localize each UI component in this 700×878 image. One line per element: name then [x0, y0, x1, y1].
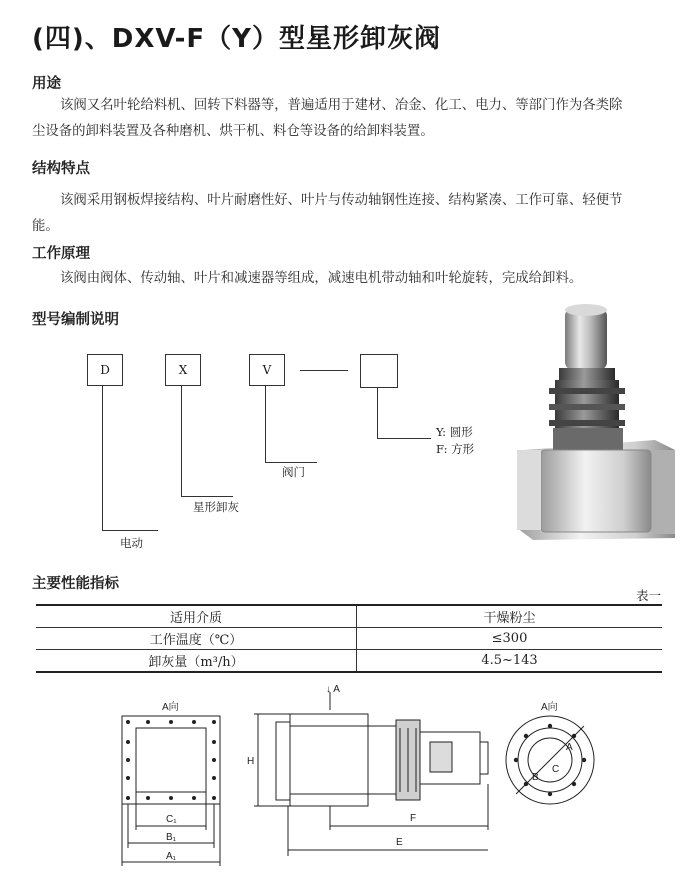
- model-heading: 型号编制说明: [32, 312, 119, 328]
- round-flange-view: [506, 716, 594, 804]
- table-cell-medium-value: 干燥粉尘: [357, 605, 663, 628]
- principle-heading: 工作原理: [32, 246, 90, 262]
- label-electric: 电动: [120, 536, 143, 550]
- side-elevation-view: [254, 692, 488, 856]
- dim-e: E: [396, 837, 403, 848]
- table-cell-temp-value: ≤300: [357, 628, 663, 650]
- usage-heading: 用途: [32, 76, 61, 92]
- motor-fan-cover: [480, 742, 488, 774]
- dim-b1: B₁: [166, 832, 177, 843]
- leader-x-horizontal: [181, 496, 233, 497]
- view-label-left: A向: [162, 702, 179, 713]
- dim-f: F: [410, 813, 417, 824]
- dim-h: H: [247, 756, 255, 767]
- table-cell-medium-label: 适用介质: [36, 605, 357, 628]
- label-star: 星形卸灰: [193, 500, 239, 514]
- leader-v-horizontal: [265, 462, 317, 463]
- valve-body-side: [290, 714, 368, 806]
- leader-x-vertical: [181, 386, 182, 496]
- label-square: F: 方形: [436, 442, 475, 456]
- motor-cap: [565, 304, 607, 316]
- valve-drum: [541, 450, 651, 532]
- model-box-v: V: [249, 354, 285, 386]
- square-flange-outer: [122, 716, 220, 804]
- leader-d-horizontal: [102, 530, 158, 531]
- leader-type-vertical: [377, 388, 378, 438]
- usage-paragraph: [32, 93, 672, 145]
- table-cell-temp-label: 工作温度（℃）: [36, 628, 357, 650]
- leader-d-vertical: [102, 386, 103, 530]
- valve-side-flange: [655, 450, 675, 534]
- features-heading: 结构特点: [32, 161, 90, 177]
- reducer-rib-1: [549, 388, 625, 394]
- motor-body: [565, 308, 607, 370]
- features-paragraph: [32, 188, 672, 240]
- performance-table: [36, 604, 662, 673]
- table-number: 表一: [636, 588, 662, 603]
- reducer-rib-2: [549, 404, 625, 410]
- label-valve: 阀门: [282, 465, 305, 479]
- dim-c1: C₁: [166, 814, 177, 825]
- square-flange-inner: [136, 728, 206, 792]
- valve-photo: [505, 300, 680, 552]
- dim-a1: A₁: [166, 851, 177, 862]
- reducer-rib-3: [549, 420, 625, 426]
- table-row: [36, 650, 662, 673]
- page-title: (四)、DXV-F（Y）型星形卸灰阀: [32, 24, 442, 54]
- motor-flange: [559, 368, 615, 382]
- principle-line-1: 该阀由阀体、传动轴、叶片和减速器等组成，减速电机带动轴和叶轮旋转，完成给卸料。: [60, 271, 583, 286]
- dim-a: A: [566, 742, 573, 753]
- terminal-box: [430, 742, 452, 772]
- technical-drawings: [0, 680, 700, 878]
- valve-left-flange: [517, 450, 541, 530]
- flange-bolt-holes: [126, 720, 216, 800]
- arrow-a-label: ↓ A: [326, 684, 340, 695]
- dim-b: B: [532, 772, 539, 783]
- table-row: [36, 605, 662, 628]
- square-flange-view: [122, 716, 220, 866]
- label-round: Y: 圆形: [436, 425, 473, 439]
- bearing-housing: [368, 726, 396, 794]
- model-box-x: X: [165, 354, 201, 386]
- usage-line-2: 尘设备的卸料装置及各种磨机、烘干机、料仓等设备的给卸料装置。: [32, 124, 434, 139]
- principle-paragraph: [32, 266, 672, 292]
- inlet-flange: [276, 722, 290, 800]
- features-line-2: 能。: [32, 219, 59, 234]
- usage-line-1: 该阀又名叶轮给料机、回转下料器等，普遍适用于建材、冶金、化工、电力、等部门作为各类除: [60, 98, 623, 113]
- model-box-blank: [360, 354, 398, 388]
- view-label-right: A向: [541, 702, 558, 713]
- dim-c: C: [552, 764, 560, 775]
- model-box-d: D: [87, 354, 123, 386]
- table-cell-capacity-value: 4.5~143: [357, 650, 663, 673]
- table-cell-capacity-label: 卸灰量（m³/h）: [36, 650, 357, 673]
- leader-type-horizontal: [377, 438, 431, 439]
- table-row: [36, 628, 662, 650]
- features-line-1: 该阀采用钢板焊接结构、叶片耐磨性好、叶片与传动轴钢性连接、结构紧凑、工作可靠、轻便节: [60, 193, 623, 208]
- leader-v-vertical: [265, 386, 266, 462]
- performance-heading: 主要性能指标: [32, 576, 119, 592]
- model-dash: [300, 370, 348, 371]
